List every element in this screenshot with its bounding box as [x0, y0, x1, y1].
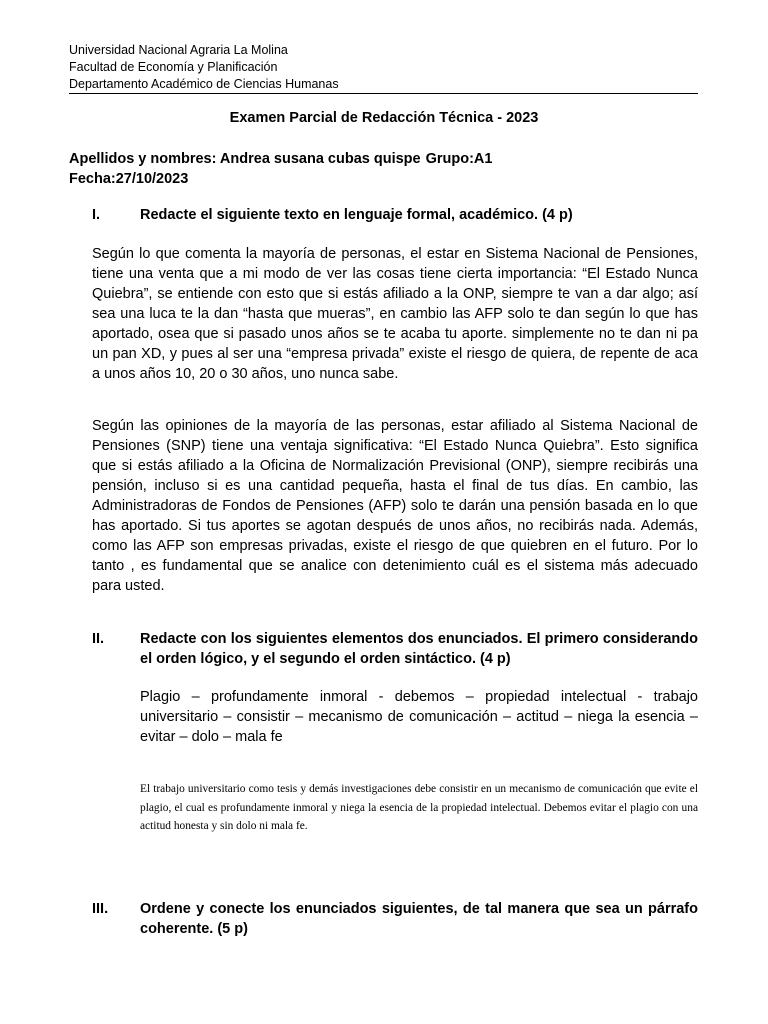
- faculty-name: Facultad de Economía y Planificación: [69, 60, 278, 74]
- section-2-instruction: Redacte con los siguientes elementos dos enunciados. El primero considerando el orden lógico, y el segundo el orden sintáctico. (4 p): [140, 631, 698, 667]
- section-1-original-text: Según lo que comenta la mayoría de personas, el estar en Sistema Nacional de Pensiones, tiene una venta que a mi modo de ver las cosas tiene cierta importancia: “El Estado Nunca Quiebra”, se entiende con esto que si estás afiliado a la ONP, siempre te van a dar algo; así sea una luca te la dan “hasta que mueras”, en cambio las AFP solo te dan según lo que has aportado, osea que si pasado unos años se te acaba tu aporte. simplemente no te dan ni pa un pan XD, y pues al ser una “empresa privada” existe el riesgo de quiera, de repente de aca a unos años 10, 20 o 30 años, uno nunca sabe.: [92, 246, 698, 382]
- section-1-instruction: Redacte el siguiente texto en lenguaje formal, académico. (4 p): [140, 207, 573, 223]
- section-1-answer-text: Según las opiniones de la mayoría de las personas, estar afiliado al Sistema Nacional de Pensiones (SNP) tiene una ventaja significativa: “El Estado Nunca Quiebra”. Esto significa que si estás afiliado a la Oficina de Normalización Previsional (ONP), siempre recibirás una pensión, incluso si es una cantidad pequeña, hasta el final de tus días. En cambio, las Administradoras de Fondos de Pensiones (AFP) solo te darán una pensión basada en lo que has aportado. Si tus aportes se agotan después de unos años, no recibirás nada. Además, como las AFP son empresas privadas, existe el riesgo de que quiebren en el futuro. Por lo tanto , es fundamental que se analice con detenimiento cuál es el sistema más adecuado para usted.: [92, 418, 698, 594]
- university-name: Universidad Nacional Agraria La Molina: [69, 43, 288, 57]
- section-3-instruction: Ordene y conecte los enunciados siguientes, de tal manera que sea un párrafo coherente. (5 p): [140, 901, 698, 937]
- section-2-elements: Plagio – profundamente inmoral - debemos – propiedad intelectual - trabajo universitario – consistir – mecanismo de comunicación – actitud – niega la esencia – evitar – dolo – mala fe: [140, 689, 698, 745]
- exam-date: Fecha:27/10/2023: [69, 171, 189, 187]
- section-2-heading: [92, 629, 698, 669]
- institution-header: [69, 42, 697, 93]
- student-name: Apellidos y nombres: Andrea susana cubas quispe: [69, 151, 421, 167]
- header-divider: [69, 93, 698, 94]
- section-2-answer-text: El trabajo universitario como tesis y demás investigaciones debe consistir en un mecanismo de comunicación que evite el plagio, el cual es profundamente inmoral y niega la esencia de la propiedad intelectual. Debemos evitar el plagio con una actitud honesta y sin dolo ni mala fe.: [140, 783, 698, 832]
- exam-title: Examen Parcial de Redacción Técnica - 2023: [229, 110, 539, 126]
- section-3-heading: [92, 899, 698, 939]
- section-1-number: I.: [92, 207, 101, 223]
- section-3-number: III.: [92, 901, 109, 917]
- section-1-heading: [92, 205, 698, 225]
- department-name: Departamento Académico de Ciencias Humanas: [69, 77, 339, 91]
- student-info: [69, 149, 492, 189]
- student-group: Grupo:A1: [425, 151, 493, 167]
- section-2-number: II.: [92, 631, 105, 647]
